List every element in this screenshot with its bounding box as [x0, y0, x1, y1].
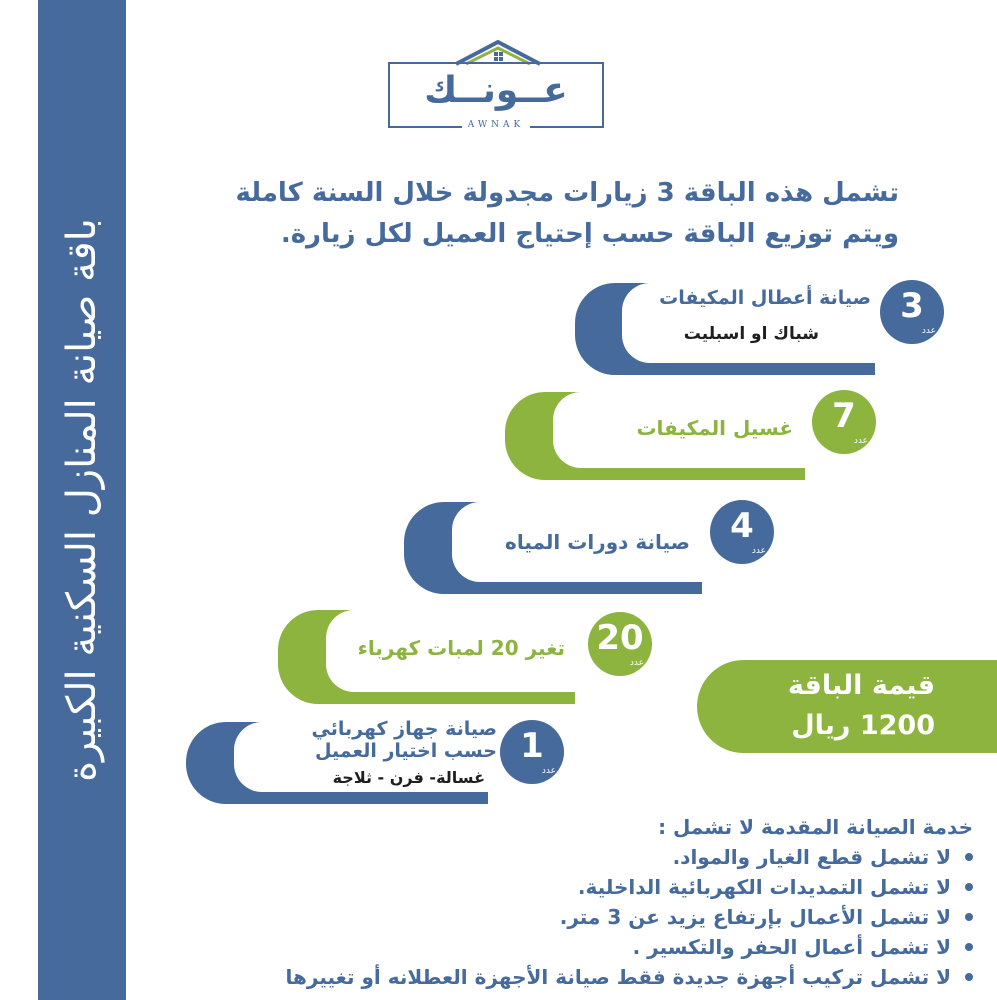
logo-latin-text	[388, 120, 604, 130]
step-1-unit: عدد	[921, 326, 936, 336]
exclusions-list	[163, 842, 973, 992]
step-3-badge	[710, 500, 774, 564]
step-5-badge	[500, 720, 564, 784]
step-4-badge	[588, 612, 652, 676]
step-5-title-line-2: حسب اختيار العميل	[315, 740, 497, 762]
step-2-count: 7	[832, 396, 856, 436]
exclusions-section	[163, 812, 973, 992]
step-4-title: تغير 20 لمبات كهرباء	[357, 636, 565, 660]
exclusion-item: لا تشمل الأعمال بإرتفاع يزيد عن 3 متر.	[163, 902, 951, 932]
exclusion-item: لا تشمل التمديدات الكهربائية الداخلية.	[163, 872, 951, 902]
intro-line-1: تشمل هذه الباقة 3 زيارات مجدولة خلال السنة كاملة	[235, 178, 899, 208]
step-5-subtitle: غسالة- فرن - ثلاجة	[332, 768, 485, 787]
step-1-title: صيانة أعطال المكيفات	[659, 287, 871, 309]
exclusions-heading: خدمة الصيانة المقدمة لا تشمل :	[658, 815, 973, 839]
side-title: باقة صيانة المنازل السكنية الكبيرة	[59, 218, 105, 782]
step-5-unit: عدد	[541, 766, 556, 776]
step-5-title-line-1: صيانة جهاز كهربائي	[311, 718, 497, 740]
price-label: قيمة الباقة	[787, 670, 935, 701]
step-3-title: صيانة دورات المياه	[505, 530, 690, 554]
price-value: 1200 ريال	[791, 710, 935, 741]
step-3-count: 4	[730, 506, 754, 546]
step-1-badge	[880, 280, 944, 344]
step-3-unit: عدد	[751, 546, 766, 556]
step-2-unit: عدد	[853, 436, 868, 446]
intro-line-2: ويتم توزيع الباقة حسب إحتياج العميل لكل زيارة.	[280, 219, 899, 249]
step-2-badge	[812, 390, 876, 454]
step-1-count: 3	[900, 286, 924, 326]
step-2-title: غسيل المكيفات	[636, 416, 793, 440]
step-5-count: 1	[520, 726, 544, 766]
logo-arabic-text: عــونــك	[424, 70, 568, 111]
intro-text	[139, 173, 899, 255]
logo-latin-label: AWNAK	[462, 120, 530, 130]
exclusion-item: لا تشمل قطع الغيار والمواد.	[163, 842, 951, 872]
step-4-unit: عدد	[629, 658, 644, 668]
exclusion-item: لا تشمل أعمال الحفر والتكسير .	[163, 932, 951, 962]
step-4-count: 20	[596, 618, 644, 658]
exclusion-item: لا تشمل تركيب أجهزة جديدة فقط صيانة الأجهزة العطلانه أو تغييرها	[163, 962, 951, 992]
step-1-subtitle: شباك او اسبليت	[683, 324, 819, 344]
price-box	[697, 660, 997, 753]
